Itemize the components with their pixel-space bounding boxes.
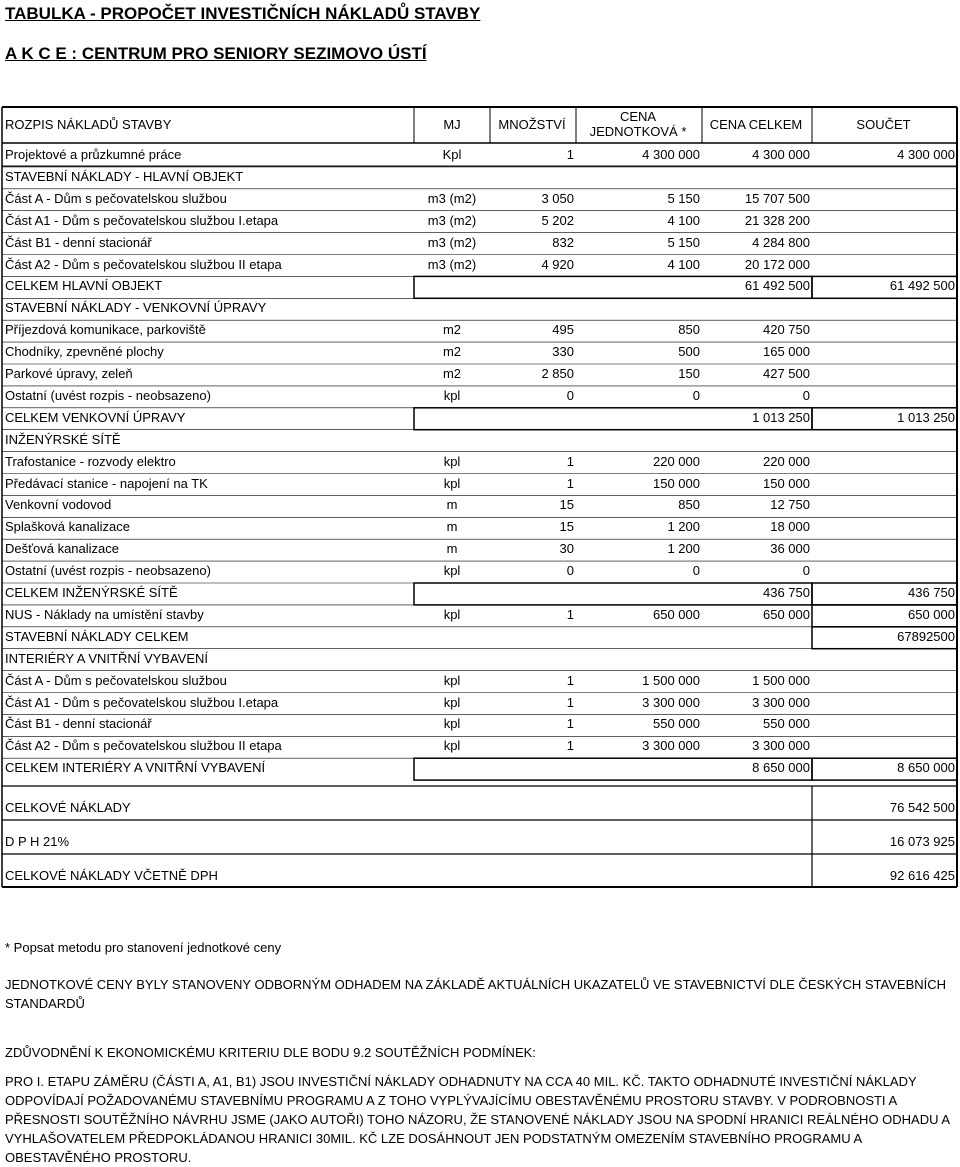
cell-name: NUS - Náklady na umístění stavby xyxy=(5,606,204,622)
cell-total: 1 500 000 xyxy=(752,672,810,688)
cell-name: INTERIÉRY A VNITŘNÍ VYBAVENÍ xyxy=(5,650,209,666)
cell-mj: kpl xyxy=(443,694,461,710)
cell-total: 15 707 500 xyxy=(744,190,810,206)
cell-qty: 1 xyxy=(566,716,574,732)
cell-name: Část A - Dům s pečovatelskou službou xyxy=(5,672,227,688)
cell-qty: 2 850 xyxy=(541,366,574,381)
cell-mj: m2 xyxy=(442,322,462,338)
cell-unit: 850 xyxy=(678,497,700,513)
cell-qty: 1 xyxy=(566,453,574,469)
cell-unit: 0 xyxy=(692,387,700,403)
cell-sum: 67892500 xyxy=(897,628,955,644)
cell-total: 650 000 xyxy=(763,606,810,622)
cell-qty: 1 xyxy=(566,672,574,688)
cell-total: 420 750 xyxy=(763,322,810,338)
cell-name: CELKEM HLAVNÍ OBJEKT xyxy=(5,278,163,294)
cell-total: 3 300 000 xyxy=(752,738,810,754)
cell-mj: kpl xyxy=(443,716,461,732)
cell-qty: 5 202 xyxy=(541,212,574,228)
cell-unit: 5 150 xyxy=(667,234,700,250)
cell-mj: Kpl xyxy=(442,147,462,162)
cell-name: Část B1 - denní stacionář xyxy=(5,716,152,732)
cell-qty: 15 xyxy=(559,519,574,535)
method-note: JEDNOTKOVÉ CENY BYLY STANOVENY ODBORNÝM ODHADEM NA ZÁKLADĚ AKTUÁLNÍCH UKAZATELŮ VE STAVEBNICTVÍ DLE ČESKÝCH STAVEBNÍCH STANDARDŮ xyxy=(5,977,947,1011)
cell-unit: 4 100 xyxy=(667,212,700,228)
cell-mj: m2 xyxy=(442,366,462,381)
cell-mj: m xyxy=(446,519,458,535)
cell-qty: 1 xyxy=(566,475,574,491)
cell-name: Část A2 - Dům s pečovatelskou službou II etapa xyxy=(5,738,282,754)
cell-unit: 3 300 000 xyxy=(642,738,700,754)
cell-qty: 15 xyxy=(559,497,574,513)
cell-qty: 1 xyxy=(566,606,574,622)
cell-qty: 1 xyxy=(566,738,574,754)
cell-qty: 30 xyxy=(559,541,574,557)
cell-total: 3 300 000 xyxy=(752,694,810,710)
cell-total: 36 000 xyxy=(770,541,810,557)
cell-total: 61 492 500 xyxy=(744,278,810,294)
cell-name: Chodníky, zpevněné plochy xyxy=(5,344,164,360)
cell-total: 427 500 xyxy=(763,366,810,381)
cell-name: CELKEM VENKOVNÍ ÚPRAVY xyxy=(5,409,186,425)
cell-total: 8 650 000 xyxy=(752,760,810,776)
cell-qty: 495 xyxy=(552,322,574,338)
cell-name: Část A1 - Dům s pečovatelskou službou I.etapa xyxy=(5,694,279,710)
footnote: * Popsat metodu pro stanovení jednotkové ceny xyxy=(5,940,282,955)
justification-title: ZDŮVODNĚNÍ K EKONOMICKÉMU KRITERIU DLE BODU 9.2 SOUTĚŽNÍCH PODMÍNEK: xyxy=(5,1045,536,1060)
cell-mj: m xyxy=(446,497,458,513)
cell-name: INŽENÝRSKÉ SÍTĚ xyxy=(5,431,121,447)
cell-total: 4 284 800 xyxy=(752,234,810,250)
page-subtitle: A K C E : CENTRUM PRO SENIORY SEZIMOVO ÚSTÍ xyxy=(5,44,427,63)
cell-qty: 0 xyxy=(566,387,574,403)
cell-sum: 436 750 xyxy=(908,585,955,600)
cell-unit: 0 xyxy=(692,563,700,579)
total-cell-sum: 76 542 500 xyxy=(889,800,955,815)
cell-name: Předávací stanice - napojení na TK xyxy=(5,475,208,491)
cell-name: Část A1 - Dům s pečovatelskou službou I.etapa xyxy=(5,212,279,228)
cell-mj: kpl xyxy=(443,672,461,688)
cell-mj: kpl xyxy=(443,563,461,579)
cell-unit: 650 000 xyxy=(653,606,700,622)
cell-unit: 5 150 xyxy=(667,190,700,206)
cell-qty: 0 xyxy=(566,563,574,579)
cell-name: Ostatní (uvést rozpis - neobsazeno) xyxy=(5,387,211,403)
cell-qty: 832 xyxy=(552,234,574,250)
cell-name: Projektové a průzkumné práce xyxy=(5,147,182,162)
cell-mj: m3 (m2) xyxy=(427,234,477,250)
cell-total: 4 300 000 xyxy=(752,147,810,162)
cell-name: Ostatní (uvést rozpis - neobsazeno) xyxy=(5,563,211,579)
header-col-unitprice-1: CENA xyxy=(619,109,657,124)
cell-unit: 500 xyxy=(678,344,700,360)
cell-sum: 650 000 xyxy=(908,606,955,622)
cell-mj: kpl xyxy=(443,475,461,491)
cell-total: 220 000 xyxy=(763,453,810,469)
cell-unit: 150 000 xyxy=(653,475,700,491)
cell-total: 150 000 xyxy=(763,475,810,491)
cell-unit: 550 000 xyxy=(653,716,700,732)
total-cell-name: CELKOVÉ NÁKLADY xyxy=(5,800,131,815)
justification-text: PRO I. ETAPU ZÁMĚRU (ČÁSTI A, A1, B1) JSOU INVESTIČNÍ NÁKLADY ODHADNUTY NA CCA 40 MIL. KČ. TAKTO ODHADNUTÉ INVESTIČNÍ NÁKLADY ODPOVÍDAJÍ POŽADOVANÉMU STAVEBNÍMU PROGRAMU A Z TOHO VYPLÝVAJÍCÍMU OBESTAVĚNÉMU PROSTORU STAVBY. V PODROBNOSTI A PŘESNOSTI SOUTĚŽNÍHO NÁVRHU JSME (JAKO AUTOŘI) TOHO NÁZORU, ŽE STANOVENÉ NÁKLADY JSOU NA SPODNÍ HRANICI REÁLNÉHO ODHADU A VYHLAŠOVATELEM PŘEDPOKLÁDANOU HRANICI 30MIL. KČ LZE DOSÁHNOUT JEN PODSTATNÝM OMEZENÍM STAVEBNÍHO PROGRAMU A OBESTAVĚNÉHO PROSTORU. xyxy=(5,1074,950,1165)
cell-name: Trafostanice - rozvody elektro xyxy=(5,453,176,469)
cell-unit: 1 200 xyxy=(667,519,700,535)
cell-name: Část B1 - denní stacionář xyxy=(5,234,152,250)
cell-name: Parkové úpravy, zeleň xyxy=(5,366,133,381)
header-col-qty: MNOŽSTVÍ xyxy=(498,117,566,132)
cell-mj: kpl xyxy=(443,606,461,622)
cell-total: 436 750 xyxy=(763,585,810,600)
header-col-mj: MJ xyxy=(443,117,461,132)
cell-sum: 1 013 250 xyxy=(897,409,955,425)
cell-total: 0 xyxy=(802,387,810,403)
cell-name: Část A - Dům s pečovatelskou službou xyxy=(5,190,227,206)
cell-unit: 4 300 000 xyxy=(642,147,700,162)
cell-total: 550 000 xyxy=(763,716,810,732)
cell-mj: kpl xyxy=(443,387,461,403)
cell-unit: 1 500 000 xyxy=(642,672,700,688)
cell-name: STAVEBNÍ NÁKLADY - HLAVNÍ OBJEKT xyxy=(5,168,244,184)
page-title: TABULKA - PROPOČET INVESTIČNÍCH NÁKLADŮ STAVBY xyxy=(5,4,481,23)
total-cell-name: CELKOVÉ NÁKLADY VČETNĚ DPH xyxy=(5,868,218,883)
cell-mj: m xyxy=(446,541,458,557)
total-cell-name: D P H 21% xyxy=(5,834,70,849)
cell-unit: 220 000 xyxy=(653,453,700,469)
cell-name: STAVEBNÍ NÁKLADY - VENKOVNÍ ÚPRAVY xyxy=(5,300,267,316)
cell-sum: 61 492 500 xyxy=(889,278,955,294)
cell-name: CELKEM INŽENÝRSKÉ SÍTĚ xyxy=(5,585,178,600)
cell-unit: 850 xyxy=(678,322,700,338)
header-col-unitprice-2: JEDNOTKOVÁ * xyxy=(589,124,687,139)
cell-total: 20 172 000 xyxy=(744,256,810,272)
total-cell-sum: 92 616 425 xyxy=(889,868,955,883)
cell-total: 0 xyxy=(802,563,810,579)
cell-sum: 8 650 000 xyxy=(897,760,955,776)
cell-qty: 330 xyxy=(552,344,574,360)
cell-total: 165 000 xyxy=(763,344,810,360)
cell-name: Dešťová kanalizace xyxy=(5,541,119,557)
cell-qty: 3 050 xyxy=(541,190,574,206)
cell-mj: m3 (m2) xyxy=(427,212,477,228)
header-col-sum: SOUČET xyxy=(856,117,911,132)
cell-name: Splašková kanalizace xyxy=(5,519,131,535)
cell-name: Venkovní vodovod xyxy=(5,497,112,513)
cell-mj: m2 xyxy=(442,344,462,360)
cell-total: 21 328 200 xyxy=(744,212,810,228)
cell-unit: 4 100 xyxy=(667,256,700,272)
cell-qty: 4 920 xyxy=(541,256,574,272)
cell-mj: m3 (m2) xyxy=(427,256,477,272)
total-cell-sum: 16 073 925 xyxy=(889,834,955,849)
cell-total: 12 750 xyxy=(770,497,810,513)
cell-sum: 4 300 000 xyxy=(897,147,955,162)
cell-total: 1 013 250 xyxy=(752,409,810,425)
cell-unit: 1 200 xyxy=(667,541,700,557)
cell-qty: 1 xyxy=(566,147,574,162)
cell-name: Příjezdová komunikace, parkoviště xyxy=(5,322,206,338)
cell-mj: m3 (m2) xyxy=(427,190,477,206)
cell-name: CELKEM INTERIÉRY A VNITŘNÍ VYBAVENÍ xyxy=(5,760,266,776)
cell-total: 18 000 xyxy=(770,519,810,535)
cell-mj: kpl xyxy=(443,453,461,469)
cell-unit: 3 300 000 xyxy=(642,694,700,710)
cell-qty: 1 xyxy=(566,694,574,710)
cell-unit: 150 xyxy=(678,366,700,381)
cell-name: Část A2 - Dům s pečovatelskou službou II etapa xyxy=(5,256,282,272)
header-col-items: ROZPIS NÁKLADŮ STAVBY xyxy=(5,117,172,132)
cell-mj: kpl xyxy=(443,738,461,754)
header-col-total: CENA CELKEM xyxy=(709,117,803,132)
cell-name: STAVEBNÍ NÁKLADY CELKEM xyxy=(5,628,189,644)
